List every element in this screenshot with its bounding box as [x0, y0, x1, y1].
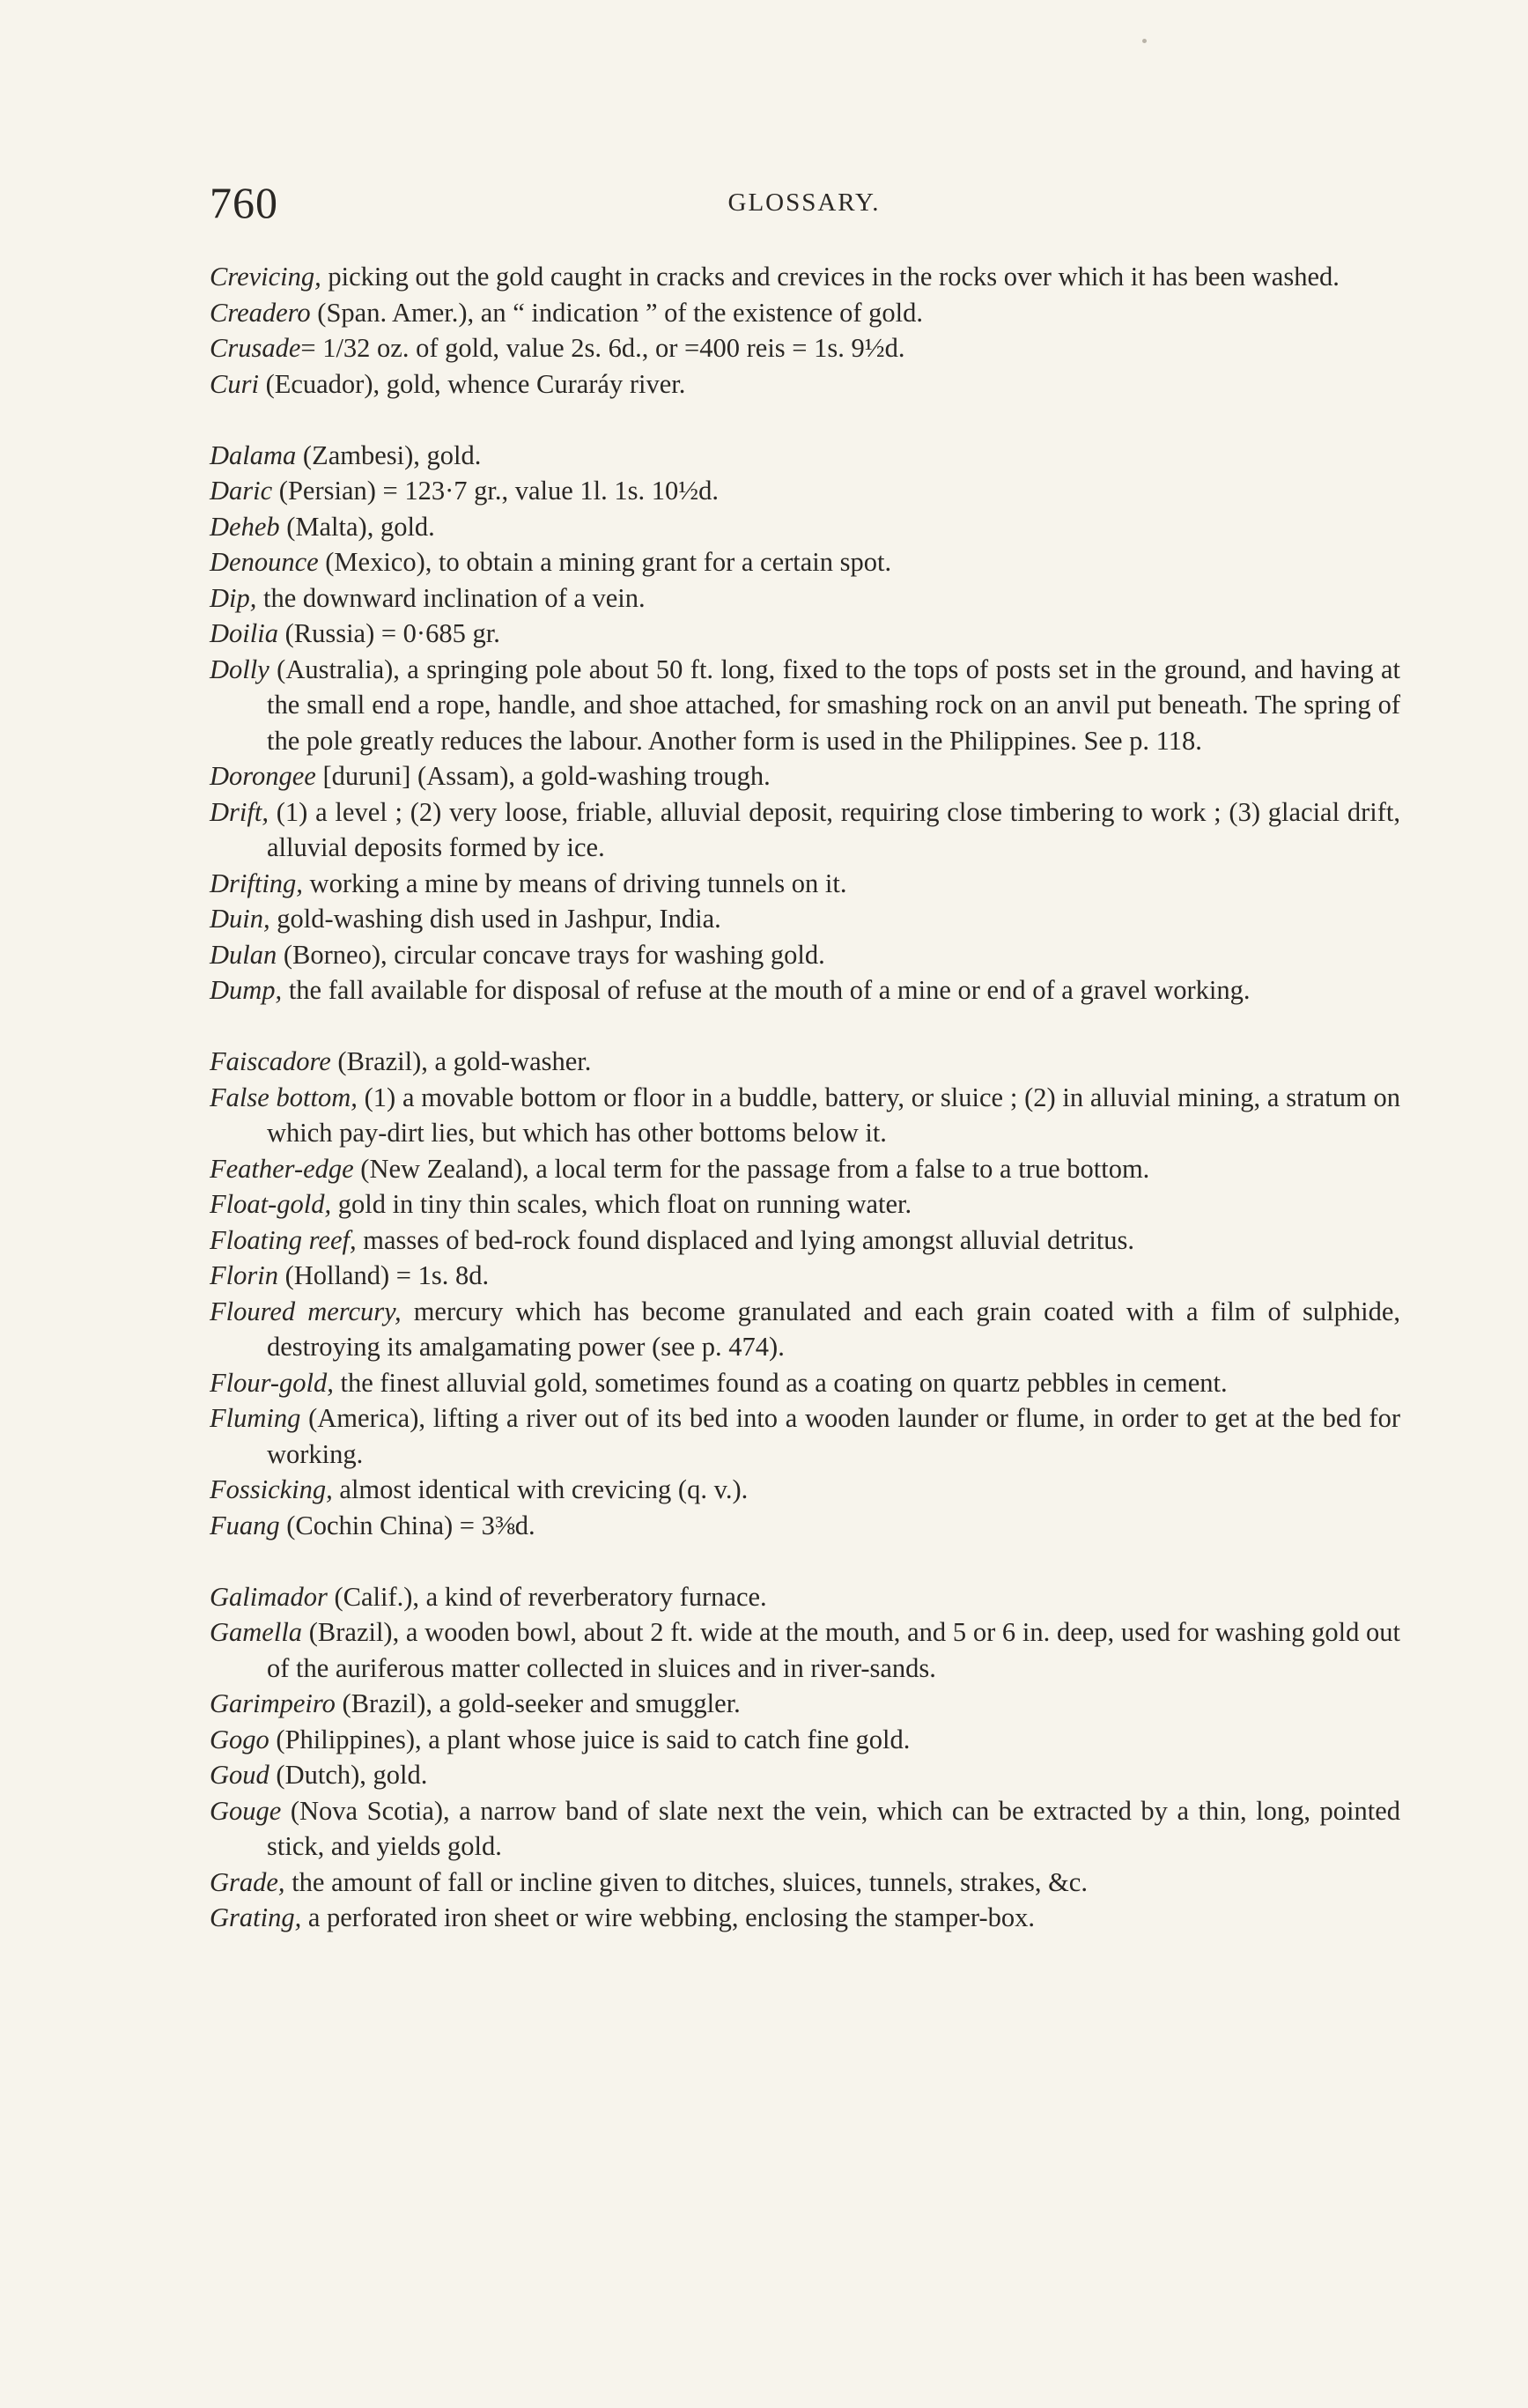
entry-term: Flour-gold,: [210, 1367, 334, 1398]
entry-term: Fossicking,: [210, 1474, 333, 1504]
entry-definition: masses of bed-rock found displaced and lying amongst alluvial detritus.: [356, 1224, 1135, 1255]
glossary-entry: [210, 1186, 1400, 1222]
entry-term: Gamella: [210, 1617, 303, 1647]
entry-definition: the finest alluvial gold, sometimes found as a coating on quartz pebbles in cement.: [333, 1367, 1228, 1398]
entry-definition: almost identical with crevicing (q. v.).: [332, 1474, 749, 1504]
glossary-section: [210, 259, 1400, 402]
entry-term: Florin: [210, 1260, 278, 1290]
entry-definition: (Nova Scotia), a narrow band of slate next the vein, which can be extracted by a thin, long, pointed stick, and yields gold.: [267, 1795, 1400, 1861]
entry-definition: (Span. Amer.), an “ indication ” of the existence of gold.: [310, 297, 924, 328]
entry-definition: (Cochin China) = 3⅜d.: [279, 1510, 535, 1540]
entry-term: Fluming: [210, 1403, 301, 1433]
glossary-entry: [210, 1579, 1400, 1615]
glossary-entry: [210, 652, 1400, 759]
glossary-entry: [210, 1722, 1400, 1758]
entry-term: Fuang: [210, 1510, 280, 1540]
glossary-entry: [210, 295, 1400, 331]
entry-term: Dump,: [210, 975, 283, 1005]
entry-definition: (America), lifting a river out of its bed into a wooden launder or flume, in order to get at the bed for working.: [267, 1403, 1400, 1469]
entry-definition: (Brazil), a wooden bowl, about 2 ft. wide at the mouth, and 5 or 6 in. deep, used for washing gold out of the auriferous matter collected in sluices and in river-sands.: [267, 1617, 1400, 1683]
glossary-entry: [210, 866, 1400, 902]
entry-term: Dip,: [210, 582, 257, 613]
entry-definition: (Ecuador), gold, whence Curaráy river.: [258, 368, 686, 399]
entry-definition: (Australia), a springing pole about 50 ft. long, fixed to the tops of posts set in the ground, and having at the small end a rope, handle, and shoe attached, for smashing rock on an anvil put beneath. The spring of the pole greatly reduces the labour. Another form is used in the Philippines. See p. 118.: [267, 654, 1400, 756]
glossary-entry: [210, 1365, 1400, 1401]
glossary-entry: [210, 1900, 1400, 1936]
entry-definition: the fall available for disposal of refuse at the mouth of a mine or end of a gravel working.: [282, 975, 1251, 1005]
entry-term: Float-gold,: [210, 1189, 332, 1219]
entry-term: Dorongee: [210, 761, 316, 791]
entry-definition: (Mexico), to obtain a mining grant for a certain spot.: [318, 547, 892, 577]
glossary-entry: [210, 1614, 1400, 1686]
entry-term: Daric: [210, 476, 273, 506]
entry-term: Floured mercury,: [210, 1296, 402, 1326]
entry-term: Curi: [210, 368, 259, 399]
entry-definition: (Brazil), a gold-washer.: [330, 1046, 592, 1076]
glossary-entry: [210, 758, 1400, 794]
page-header: [210, 176, 1399, 229]
entry-term: Feather-edge: [210, 1153, 354, 1184]
glossary-body: [210, 259, 1400, 1971]
entry-definition: a perforated iron sheet or wire webbing, enclosing the stamper-box.: [301, 1902, 1035, 1932]
entry-definition: the amount of fall or incline given to ditches, sluices, tunnels, strakes, &c.: [284, 1866, 1088, 1897]
entry-definition: (Russia) = 0·685 gr.: [277, 618, 500, 648]
entry-definition: (Persian) = 123·7 gr., value 1l. 1s. 10½d.: [272, 476, 719, 506]
entry-definition: (Calif.), a kind of reverberatory furnace.: [327, 1581, 767, 1612]
entry-term: Garimpeiro: [210, 1688, 336, 1718]
entry-term: Floating reef,: [210, 1224, 357, 1255]
glossary-entry: [210, 1686, 1400, 1722]
entry-term: Grade,: [210, 1866, 285, 1897]
glossary-entry: [210, 544, 1400, 580]
glossary-entry: [210, 972, 1400, 1008]
glossary-entry: [210, 1400, 1400, 1472]
glossary-entry: [210, 509, 1400, 545]
glossary-section: [210, 1579, 1400, 1936]
entry-definition: (Malta), gold.: [279, 511, 435, 542]
entry-term: Dulan: [210, 939, 277, 970]
glossary-entry: [210, 1757, 1400, 1793]
entry-term: Crevicing,: [210, 262, 321, 292]
entry-term: Grating,: [210, 1902, 302, 1932]
running-head: GLOSSARY.: [727, 188, 881, 217]
glossary-entry: [210, 1044, 1400, 1080]
glossary-entry: [210, 1151, 1400, 1187]
glossary-entry: [210, 794, 1400, 866]
entry-definition: working a mine by means of driving tunnels on it.: [302, 868, 847, 898]
entry-definition: mercury which has become granulated and each grain coated with a film of sulphide, destroying its amalgamating power (see p. 474).: [267, 1296, 1400, 1362]
glossary-entry: [210, 366, 1400, 403]
entry-term: Drifting,: [210, 868, 303, 898]
glossary-entry: [210, 1793, 1400, 1865]
entry-definition: [duruni] (Assam), a gold-washing trough.: [315, 761, 771, 791]
glossary-entry: [210, 1472, 1400, 1508]
glossary-entry: [210, 1222, 1400, 1259]
entry-term: Drift,: [210, 796, 269, 827]
entry-definition: (Zambesi), gold.: [296, 439, 482, 470]
entry-term: Doilia: [210, 618, 278, 648]
entry-term: Gogo: [210, 1724, 269, 1754]
entry-definition: (Dutch), gold.: [269, 1760, 428, 1790]
entry-definition: picking out the gold caught in cracks and crevices in the rocks over which it has been washed.: [321, 262, 1340, 292]
paper-speck: [1142, 39, 1147, 43]
glossary-entry: [210, 901, 1400, 937]
glossary-entry: [210, 259, 1400, 295]
glossary-entry: [210, 616, 1400, 652]
glossary-entry: [210, 473, 1400, 509]
glossary-entry: [210, 1258, 1400, 1294]
entry-term: Faiscadore: [210, 1046, 331, 1076]
glossary-entry: [210, 1294, 1400, 1365]
glossary-entry: [210, 330, 1400, 366]
entry-term: Gouge: [210, 1795, 282, 1826]
glossary-section: [210, 438, 1400, 1008]
entry-term: Duin,: [210, 904, 270, 934]
glossary-entry: [210, 1080, 1400, 1151]
entry-term: Denounce: [210, 547, 319, 577]
glossary-entry: [210, 438, 1400, 474]
glossary-entry: [210, 1508, 1400, 1544]
entry-definition: (Holland) = 1s. 8d.: [277, 1260, 490, 1290]
entry-term: Creadero: [210, 297, 311, 328]
entry-definition: gold in tiny thin scales, which float on running water.: [331, 1189, 912, 1219]
page-number: 760: [210, 178, 278, 227]
entry-definition: (Borneo), circular concave trays for washing gold.: [277, 939, 825, 970]
entry-term: Galimador: [210, 1581, 328, 1612]
entry-definition: gold-washing dish used in Jashpur, India.: [269, 904, 721, 934]
entry-term: False bottom,: [210, 1082, 358, 1112]
entry-term: Dalama: [210, 439, 297, 470]
entry-term: Crusade: [210, 333, 301, 363]
glossary-section: [210, 1044, 1400, 1543]
glossary-entry: [210, 580, 1400, 617]
entry-term: Deheb: [210, 511, 280, 542]
entry-definition: (1) a level ; (2) very loose, friable, alluvial deposit, requiring close timbering to work ; (3) glacial drift, alluvial deposits formed by ice.: [267, 796, 1400, 862]
glossary-entry: [210, 937, 1400, 973]
entry-definition: (New Zealand), a local term for the passage from a false to a true bottom.: [353, 1153, 1150, 1184]
glossary-entry: [210, 1865, 1400, 1901]
entry-definition: the downward inclination of a vein.: [256, 582, 646, 613]
entry-definition: (Brazil), a gold-seeker and smuggler.: [335, 1688, 741, 1718]
entry-definition: (1) a movable bottom or floor in a buddle, battery, or sluice ; (2) in alluvial mining, a stratum on which pay-dirt lies, but which has other bottoms below it.: [267, 1082, 1400, 1148]
entry-term: Dolly: [210, 654, 269, 684]
entry-term: Goud: [210, 1760, 269, 1790]
entry-definition: = 1/32 oz. of gold, value 2s. 6d., or =400 reis = 1s. 9½d.: [300, 333, 905, 363]
entry-definition: (Philippines), a plant whose juice is said to catch fine gold.: [269, 1724, 911, 1754]
